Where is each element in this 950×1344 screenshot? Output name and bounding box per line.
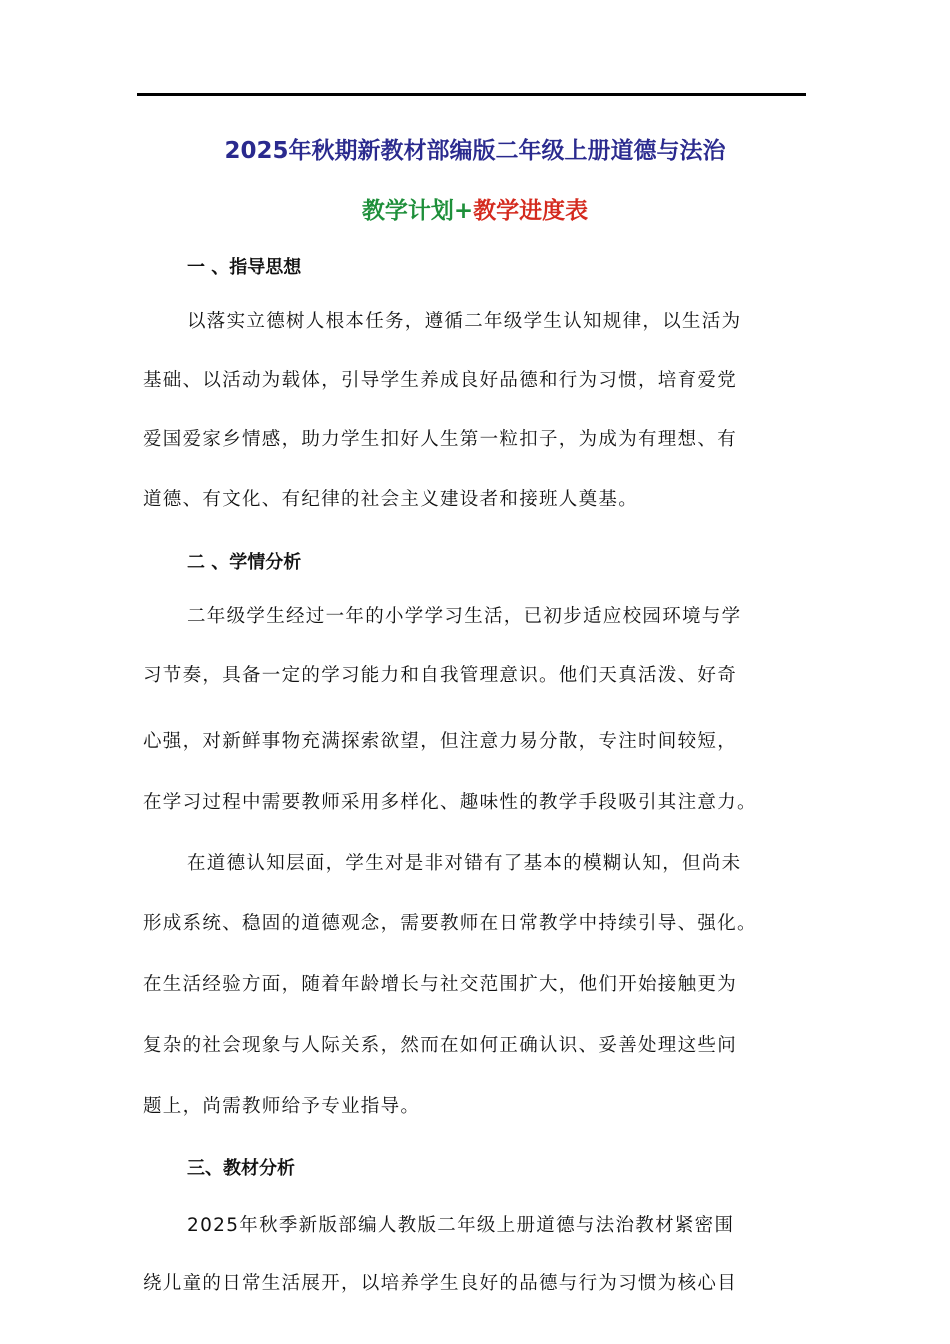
paragraph-line: 基础、以活动为载体，引导学生养成良好品德和行为习惯，培育爱党: [143, 370, 738, 391]
paragraph-line: 2025年秋季新版部编人教版二年级上册道德与法治教材紧密围: [187, 1215, 735, 1236]
paragraph-line: 在生活经验方面，随着年龄增长与社交范围扩大，他们开始接触更为: [143, 974, 738, 995]
section-heading-textbook-analysis: 三、教材分析: [187, 1158, 295, 1179]
paragraph-line: 道德、有文化、有纪律的社会主义建设者和接班人奠基。: [143, 489, 639, 510]
section-heading-student-analysis: 二 、学情分析: [187, 552, 302, 573]
paragraph-line: 在道德认知层面，学生对是非对错有了基本的模糊认知，但尚未: [187, 853, 742, 874]
paragraph-line: 爱国爱家乡情感，助力学生扣好人生第一粒扣子，为成为有理想、有: [143, 429, 738, 450]
paragraph-line: 在学习过程中需要教师采用多样化、趣味性的教学手段吸引其注意力。: [143, 792, 757, 813]
title-plus-sign: +: [453, 198, 474, 224]
title-schedule-text: 教学进度表: [473, 198, 589, 224]
document-title-line-1: 2025年秋期新教材部编版二年级上册道德与法治: [224, 138, 726, 164]
title-plan-text: 教学计划: [361, 198, 454, 224]
paragraph-line: 绕儿童的日常生活展开，以培养学生良好的品德与行为习惯为核心目: [143, 1273, 738, 1294]
paragraph-line: 习节奏，具备一定的学习能力和自我管理意识。他们天真活泼、好奇: [143, 665, 738, 686]
paragraph-line: 二年级学生经过一年的小学学习生活，已初步适应校园环境与学: [187, 606, 742, 627]
paragraph-line: 形成系统、稳固的道德观念，需要教师在日常教学中持续引导、强化。: [143, 913, 757, 934]
paragraph-line: 复杂的社会现象与人际关系，然而在如何正确认识、妥善处理这些问: [143, 1035, 738, 1056]
paragraph-line: 题上，尚需教师给予专业指导。: [143, 1096, 421, 1117]
section-heading-guiding-ideology: 一 、指导思想: [187, 257, 302, 278]
paragraph-line: 心强，对新鲜事物充满探索欲望，但注意力易分散，专注时间较短，: [143, 731, 738, 752]
paragraph-line: 以落实立德树人根本任务，遵循二年级学生认知规律，以生活为: [187, 311, 742, 332]
top-rule: [137, 93, 806, 96]
document-title-line-2: [0, 196, 950, 226]
